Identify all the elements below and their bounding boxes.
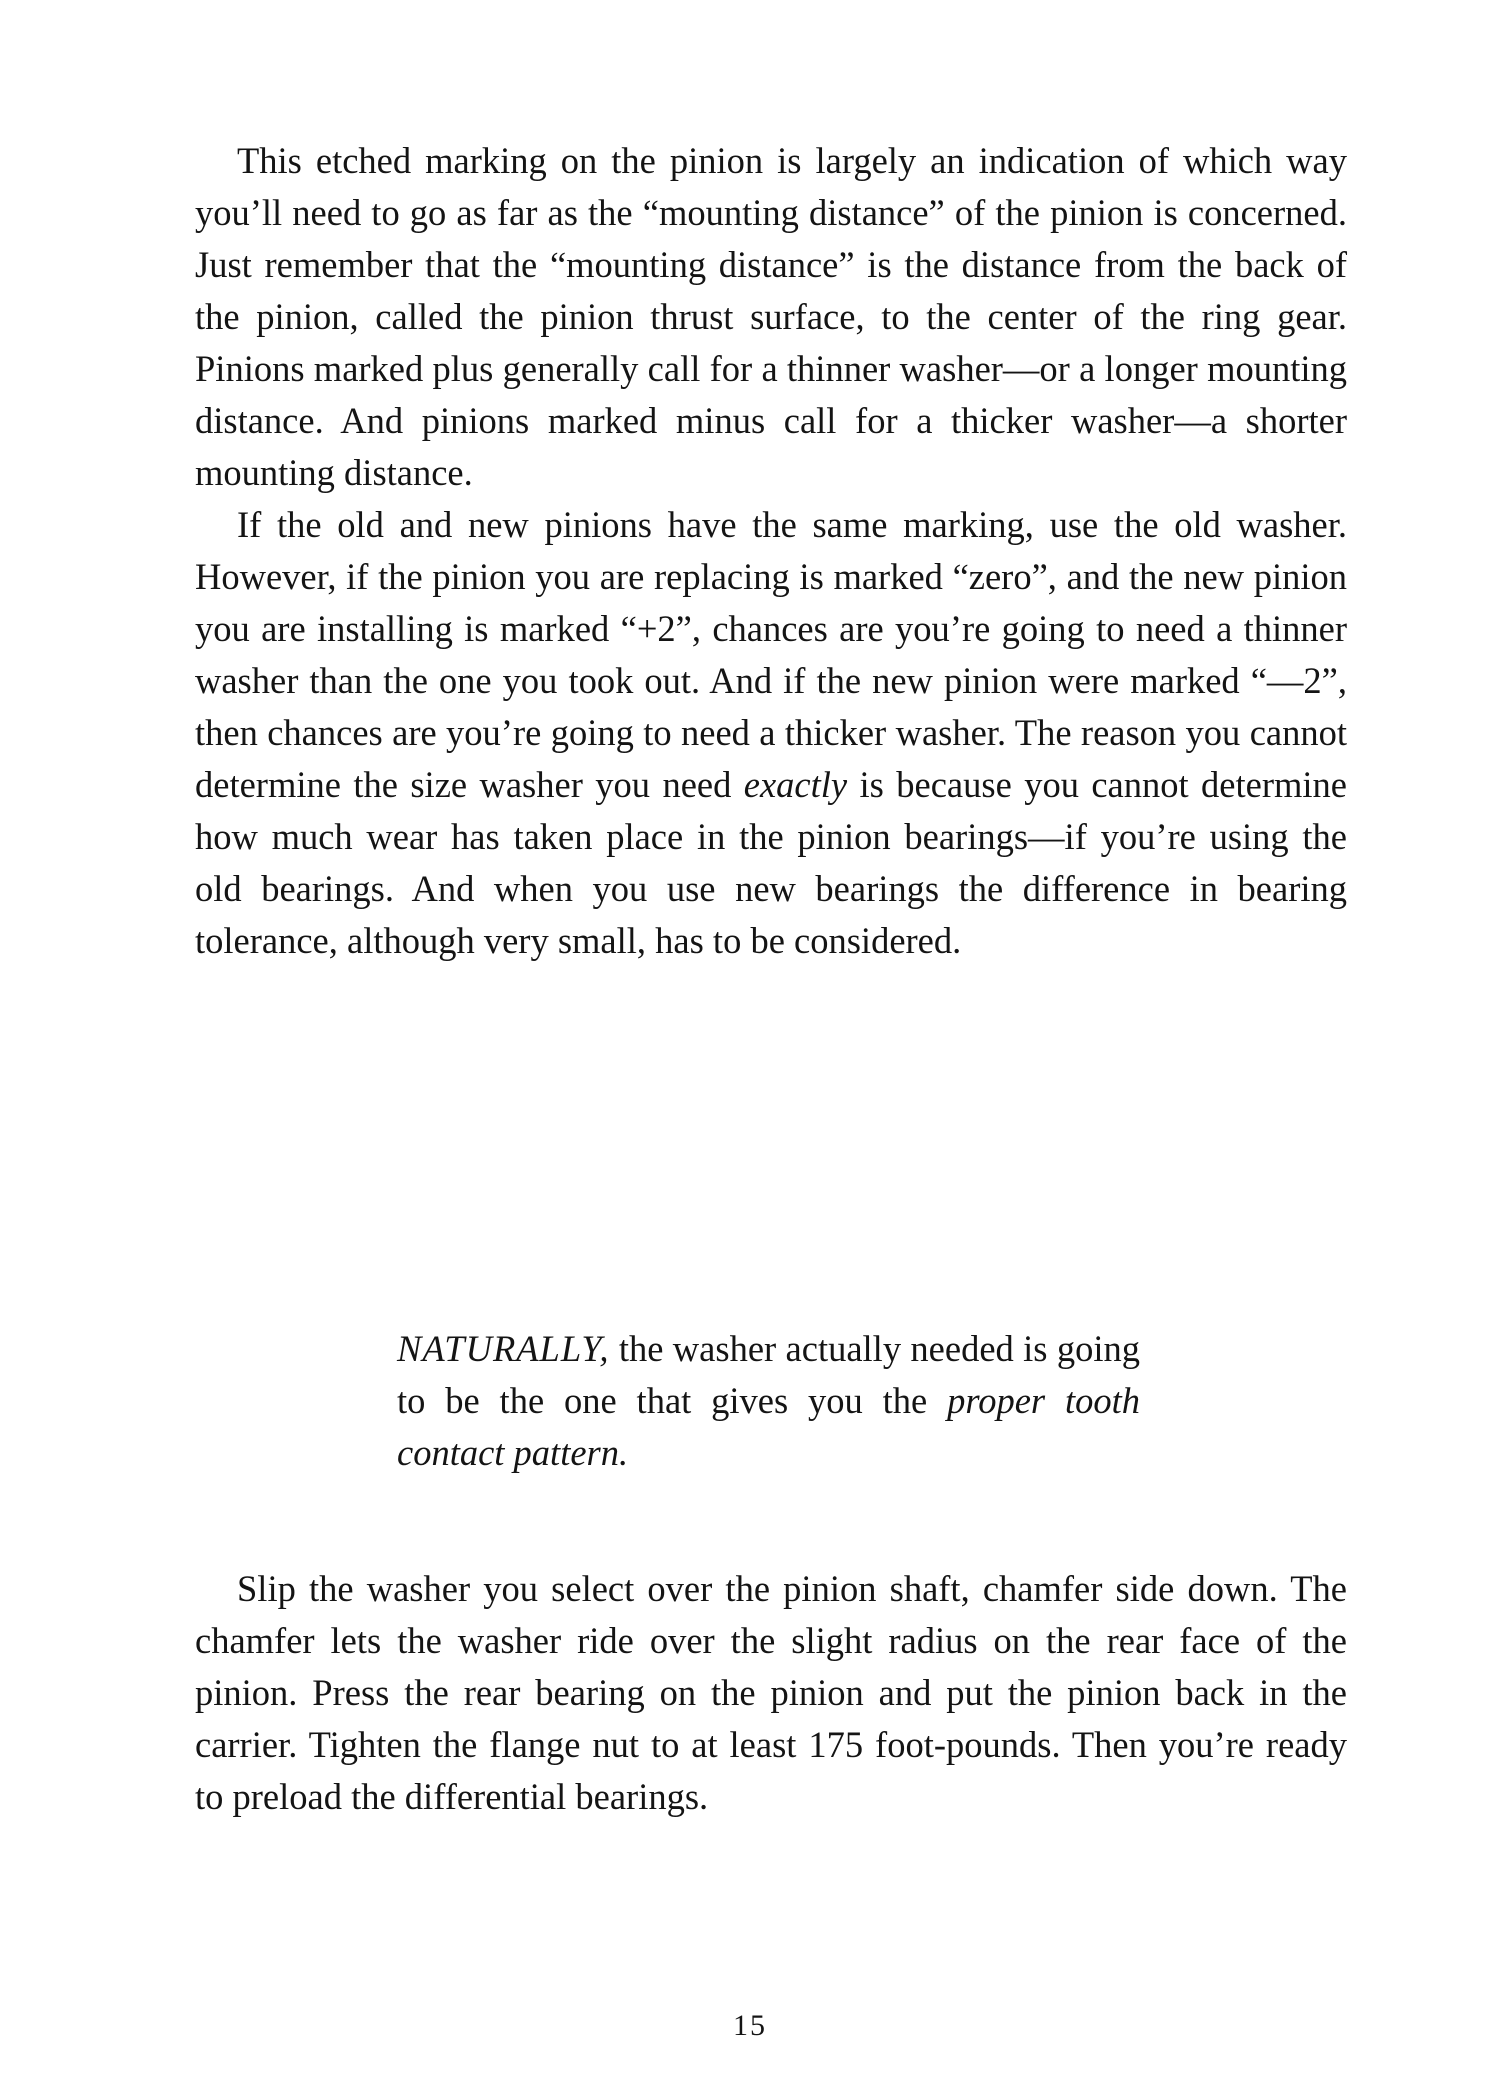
page-number: 15 (733, 2009, 767, 2042)
callout-lead: NATURALLY, (397, 1328, 610, 1369)
emphasis-text: exactly (743, 764, 848, 805)
paragraph-text: If the old and new pinions have the same marking, use the old washer. However, if the pinion you are replacing is marked “zero”, and the new pinion you are installing is marked “+2”, chances are you’re going to need a thinner washer than the one you took out. And if the new pinion were marked “—2”, then chances are you’re going to need a thicker washer. The reason you cannot determine the size washer you need (195, 504, 1347, 805)
body-text-section (195, 1563, 1347, 1823)
paragraph-text: This etched marking on the pinion is largely an indication of which way you’ll need to go as far as the “mounting distance” of the pinion is concerned. Just remember that the “mounting distance” is the distance from the back of the pinion, called the pinion thrust surface, to the center of the ring gear. Pinions marked plus generally call for a thinner washer—or a longer mounting distance. And pinions marked minus call for a thicker washer—a shorter mounting distance. (195, 140, 1347, 493)
callout-note (397, 1323, 1140, 1479)
paragraph-pinion-marking (195, 135, 1347, 499)
paragraph-text: is because you cannot determine how much wear has taken place in the pinion bearings—if you’re using the old bearings. And when you use new bearings the difference in bearing tolerance, although very small, has to be considered. (195, 764, 1347, 961)
body-text-section (195, 135, 1347, 967)
paragraph-washer-selection (195, 499, 1347, 967)
callout-body: the washer actually needed is going to be the one that gives you the (397, 1328, 1140, 1421)
paragraph-text: Slip the washer you select over the pinion shaft, chamfer side down. The chamfer lets the washer ride over the slight radius on the rear face of the pinion. Press the rear bearing on the pinion and put the pinion back in the carrier. Tighten the flange nut to at least 175 foot-pounds. Then you’re ready to preload the differential bearings. (195, 1568, 1347, 1817)
callout-text (397, 1323, 1140, 1479)
paragraph-install-washer (195, 1563, 1347, 1823)
callout-emphasis: proper tooth contact pattern. (397, 1380, 1140, 1473)
